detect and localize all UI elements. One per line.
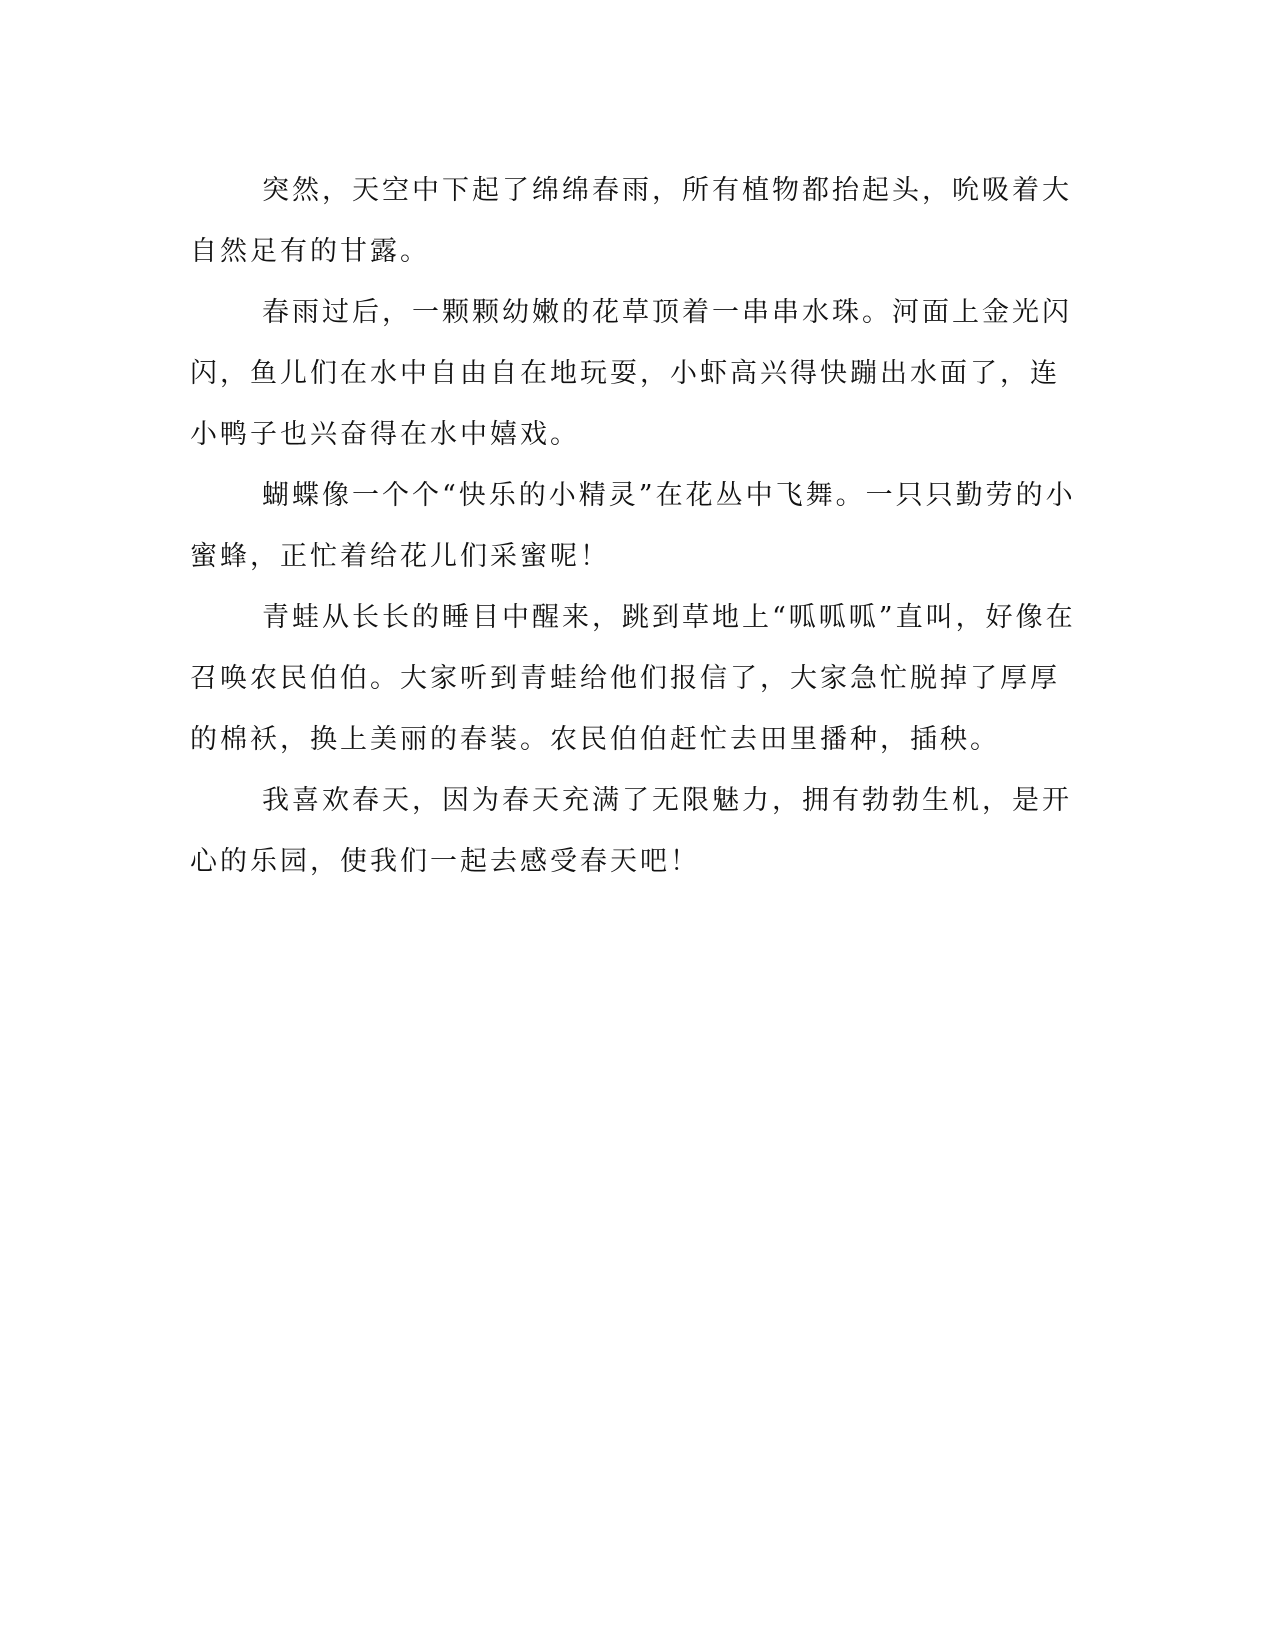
paragraph-after-rain: 春雨过后，一颗颗幼嫩的花草顶着一串串水珠。河面上金光闪闪，鱼儿们在水中自由自在地玩耍，小虾高兴得快蹦出水面了，连小鸭子也兴奋得在水中嬉戏。 [190, 297, 1072, 450]
paragraph-butterflies: 蝴蝶像一个个“快乐的小精灵”在花丛中飞舞。一只只勤劳的小蜜蜂，正忙着给花儿们采蜜呢！ [190, 480, 1076, 572]
paragraph-conclusion: 我喜欢春天，因为春天充满了无限魅力，拥有勃勃生机，是开心的乐园，使我们一起去感受春天吧！ [190, 785, 1072, 877]
document-body [190, 160, 1080, 892]
paragraph-frogs: 青蛙从长长的睡目中醒来，跳到草地上“呱呱呱”直叫，好像在召唤农民伯伯。大家听到青蛙给他们报信了，大家急忙脱掉了厚厚的棉袄，换上美丽的春装。农民伯伯赶忙去田里播种，插秧。 [190, 602, 1076, 755]
paragraph-spring-rain: 突然，天空中下起了绵绵春雨，所有植物都抬起头，吮吸着大自然足有的甘露。 [190, 175, 1072, 267]
